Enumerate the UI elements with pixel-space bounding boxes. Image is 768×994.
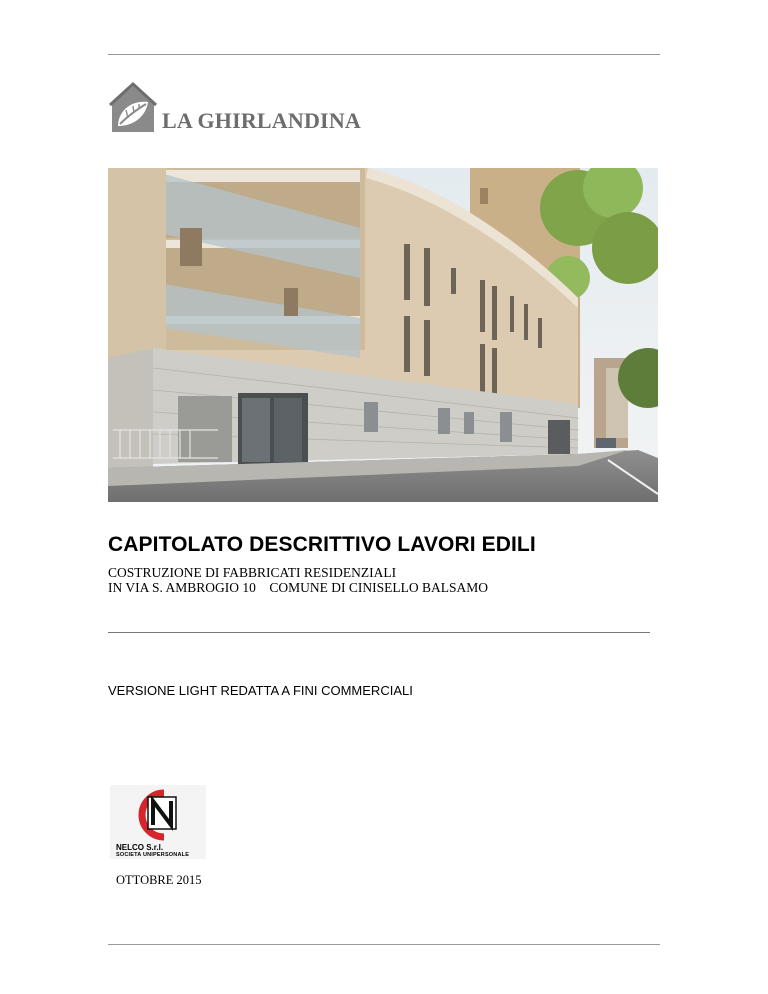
middle-divider [108,632,650,633]
top-divider [108,54,660,55]
building-rendering-image [108,168,658,502]
subtitle-line-2: IN VIA S. AMBROGIO 10 COMUNE DI CINISELLO BALSAMO [108,580,489,595]
ghirlandina-house-leaf-logo [108,82,158,134]
brand-name: LA GHIRLANDINA [162,108,361,133]
document-date: OTTOBRE 2015 [116,873,202,887]
subtitle-line-1: COSTRUZIONE DI FABBRICATI RESIDENZIALI [108,565,397,580]
bottom-divider [108,944,660,945]
company-name: NELCO S.r.l. [116,843,164,852]
company-subtitle: SOCIETA UNIPERSONALE [116,852,190,858]
version-note: VERSIONE LIGHT REDATTA A FINI COMMERCIALI [108,683,413,698]
document-title: CAPITOLATO DESCRITTIVO LAVORI EDILI [108,533,536,556]
